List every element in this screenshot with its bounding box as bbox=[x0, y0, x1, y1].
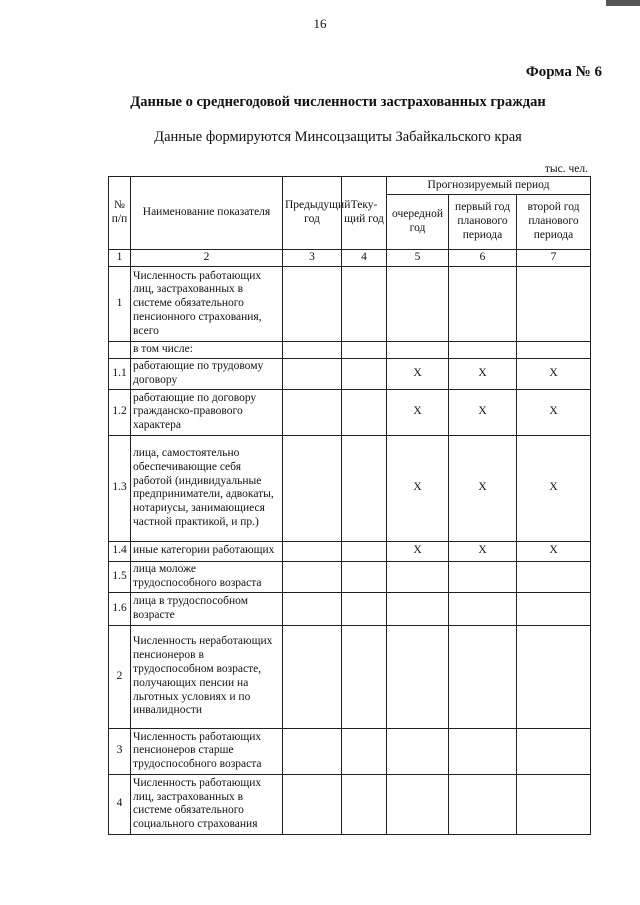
cell-prev-year bbox=[283, 267, 342, 342]
row-num: 3 bbox=[109, 728, 131, 774]
header-plan-year-1: первый год планового периода bbox=[449, 195, 517, 250]
unit-label: тыс. чел. bbox=[544, 163, 588, 175]
cell-prev-year bbox=[283, 342, 342, 359]
column-number: 4 bbox=[342, 250, 387, 267]
row-name: иные категории работающих bbox=[131, 541, 283, 561]
header-current-year: Теку-щий год bbox=[342, 177, 387, 250]
row-num: 1 bbox=[109, 267, 131, 342]
page-number: 16 bbox=[313, 16, 327, 31]
cell-plan-year-2 bbox=[517, 774, 591, 834]
column-number: 7 bbox=[517, 250, 591, 267]
cell-next-year bbox=[387, 625, 449, 728]
cell-plan-year-2 bbox=[517, 625, 591, 728]
cell-next-year bbox=[387, 561, 449, 592]
cell-current-year bbox=[342, 561, 387, 592]
column-number: 3 bbox=[283, 250, 342, 267]
row-num: 1.4 bbox=[109, 541, 131, 561]
table-row bbox=[109, 358, 591, 389]
cell-prev-year bbox=[283, 561, 342, 592]
row-name: работающие по договору гражданско-правового характера bbox=[131, 389, 283, 435]
cell-plan-year-1: X bbox=[449, 435, 517, 541]
cell-prev-year bbox=[283, 592, 342, 625]
cell-current-year bbox=[342, 625, 387, 728]
cell-plan-year-2 bbox=[517, 267, 591, 342]
cell-next-year bbox=[387, 728, 449, 774]
cell-prev-year bbox=[283, 358, 342, 389]
column-number: 1 bbox=[109, 250, 131, 267]
cell-prev-year bbox=[283, 774, 342, 834]
cell-next-year bbox=[387, 267, 449, 342]
row-num bbox=[109, 342, 131, 359]
table-row bbox=[109, 625, 591, 728]
table-header bbox=[109, 177, 591, 267]
cell-plan-year-1 bbox=[449, 592, 517, 625]
header-plan-year-2: второй год планового периода bbox=[517, 195, 591, 250]
header-num: № п/п bbox=[109, 177, 131, 250]
cell-plan-year-1 bbox=[449, 625, 517, 728]
cell-current-year bbox=[342, 592, 387, 625]
row-name: Численность неработающих пенсионеров в трудоспособном возрасте, получающих пенсии на льготных условиях и по инвалидности bbox=[131, 625, 283, 728]
cell-prev-year bbox=[283, 625, 342, 728]
cell-next-year: X bbox=[387, 541, 449, 561]
column-number: 6 bbox=[449, 250, 517, 267]
row-name: Численность работающих лиц, застрахованных в системе обязательного социального страхования bbox=[131, 774, 283, 834]
cell-next-year bbox=[387, 774, 449, 834]
row-num: 2 bbox=[109, 625, 131, 728]
document-subtitle: Данные формируются Минсоцзащиты Забайкальского края bbox=[154, 129, 522, 145]
table-row bbox=[109, 541, 591, 561]
table-row bbox=[109, 728, 591, 774]
header-prev-year: Предыдущий год bbox=[283, 177, 342, 250]
row-name: лица в трудоспособном возрасте bbox=[131, 592, 283, 625]
cell-prev-year bbox=[283, 389, 342, 435]
table-row bbox=[109, 592, 591, 625]
table-row bbox=[109, 435, 591, 541]
table-row bbox=[109, 342, 591, 359]
cell-current-year bbox=[342, 358, 387, 389]
cell-next-year: X bbox=[387, 435, 449, 541]
document-title: Данные о среднегодовой численности застрахованных граждан bbox=[130, 94, 546, 110]
data-table bbox=[108, 176, 591, 835]
column-number-row bbox=[109, 250, 591, 267]
cell-plan-year-1 bbox=[449, 728, 517, 774]
cell-plan-year-2: X bbox=[517, 389, 591, 435]
cell-plan-year-2 bbox=[517, 342, 591, 359]
header-next-year: очередной год bbox=[387, 195, 449, 250]
cell-next-year: X bbox=[387, 389, 449, 435]
cell-current-year bbox=[342, 774, 387, 834]
cell-plan-year-1: X bbox=[449, 358, 517, 389]
form-label: Форма № 6 bbox=[525, 64, 602, 80]
cell-plan-year-2: X bbox=[517, 358, 591, 389]
cell-plan-year-2: X bbox=[517, 541, 591, 561]
cell-current-year bbox=[342, 267, 387, 342]
cell-plan-year-1: X bbox=[449, 389, 517, 435]
row-name: в том числе: bbox=[131, 342, 283, 359]
cell-plan-year-2 bbox=[517, 728, 591, 774]
table-row bbox=[109, 389, 591, 435]
row-num: 1.1 bbox=[109, 358, 131, 389]
cell-plan-year-1 bbox=[449, 774, 517, 834]
cell-current-year bbox=[342, 728, 387, 774]
row-num: 1.6 bbox=[109, 592, 131, 625]
cell-current-year bbox=[342, 541, 387, 561]
row-name: лица, самостоятельно обеспечивающие себя работой (индивидуальные предприниматели, адвокаты, нотариусы, занимающиеся частной практикой, и пр.) bbox=[131, 435, 283, 541]
cell-plan-year-1 bbox=[449, 267, 517, 342]
table-row bbox=[109, 267, 591, 342]
cell-next-year bbox=[387, 342, 449, 359]
row-name: Численность работающих пенсионеров старше трудоспособного возраста bbox=[131, 728, 283, 774]
cell-plan-year-1 bbox=[449, 561, 517, 592]
row-name: Численность работающих лиц, застрахованных в системе обязательного пенсионного страхования, всего bbox=[131, 267, 283, 342]
column-number: 2 bbox=[131, 250, 283, 267]
cell-prev-year bbox=[283, 728, 342, 774]
scan-corner-mark bbox=[606, 0, 640, 6]
cell-plan-year-2: X bbox=[517, 435, 591, 541]
cell-next-year: X bbox=[387, 358, 449, 389]
cell-current-year bbox=[342, 435, 387, 541]
row-name: лица моложе трудоспособного возраста bbox=[131, 561, 283, 592]
cell-current-year bbox=[342, 389, 387, 435]
cell-current-year bbox=[342, 342, 387, 359]
header-forecast-period: Прогнозируемый период bbox=[387, 177, 591, 195]
table-row bbox=[109, 774, 591, 834]
row-num: 1.5 bbox=[109, 561, 131, 592]
row-name: работающие по трудовому договору bbox=[131, 358, 283, 389]
cell-plan-year-1 bbox=[449, 342, 517, 359]
cell-plan-year-2 bbox=[517, 561, 591, 592]
table-body bbox=[109, 267, 591, 835]
header-name: Наименование показателя bbox=[131, 177, 283, 250]
row-num: 1.2 bbox=[109, 389, 131, 435]
table-row bbox=[109, 561, 591, 592]
row-num: 4 bbox=[109, 774, 131, 834]
cell-next-year bbox=[387, 592, 449, 625]
cell-plan-year-1: X bbox=[449, 541, 517, 561]
cell-prev-year bbox=[283, 435, 342, 541]
column-number: 5 bbox=[387, 250, 449, 267]
row-num: 1.3 bbox=[109, 435, 131, 541]
cell-prev-year bbox=[283, 541, 342, 561]
cell-plan-year-2 bbox=[517, 592, 591, 625]
